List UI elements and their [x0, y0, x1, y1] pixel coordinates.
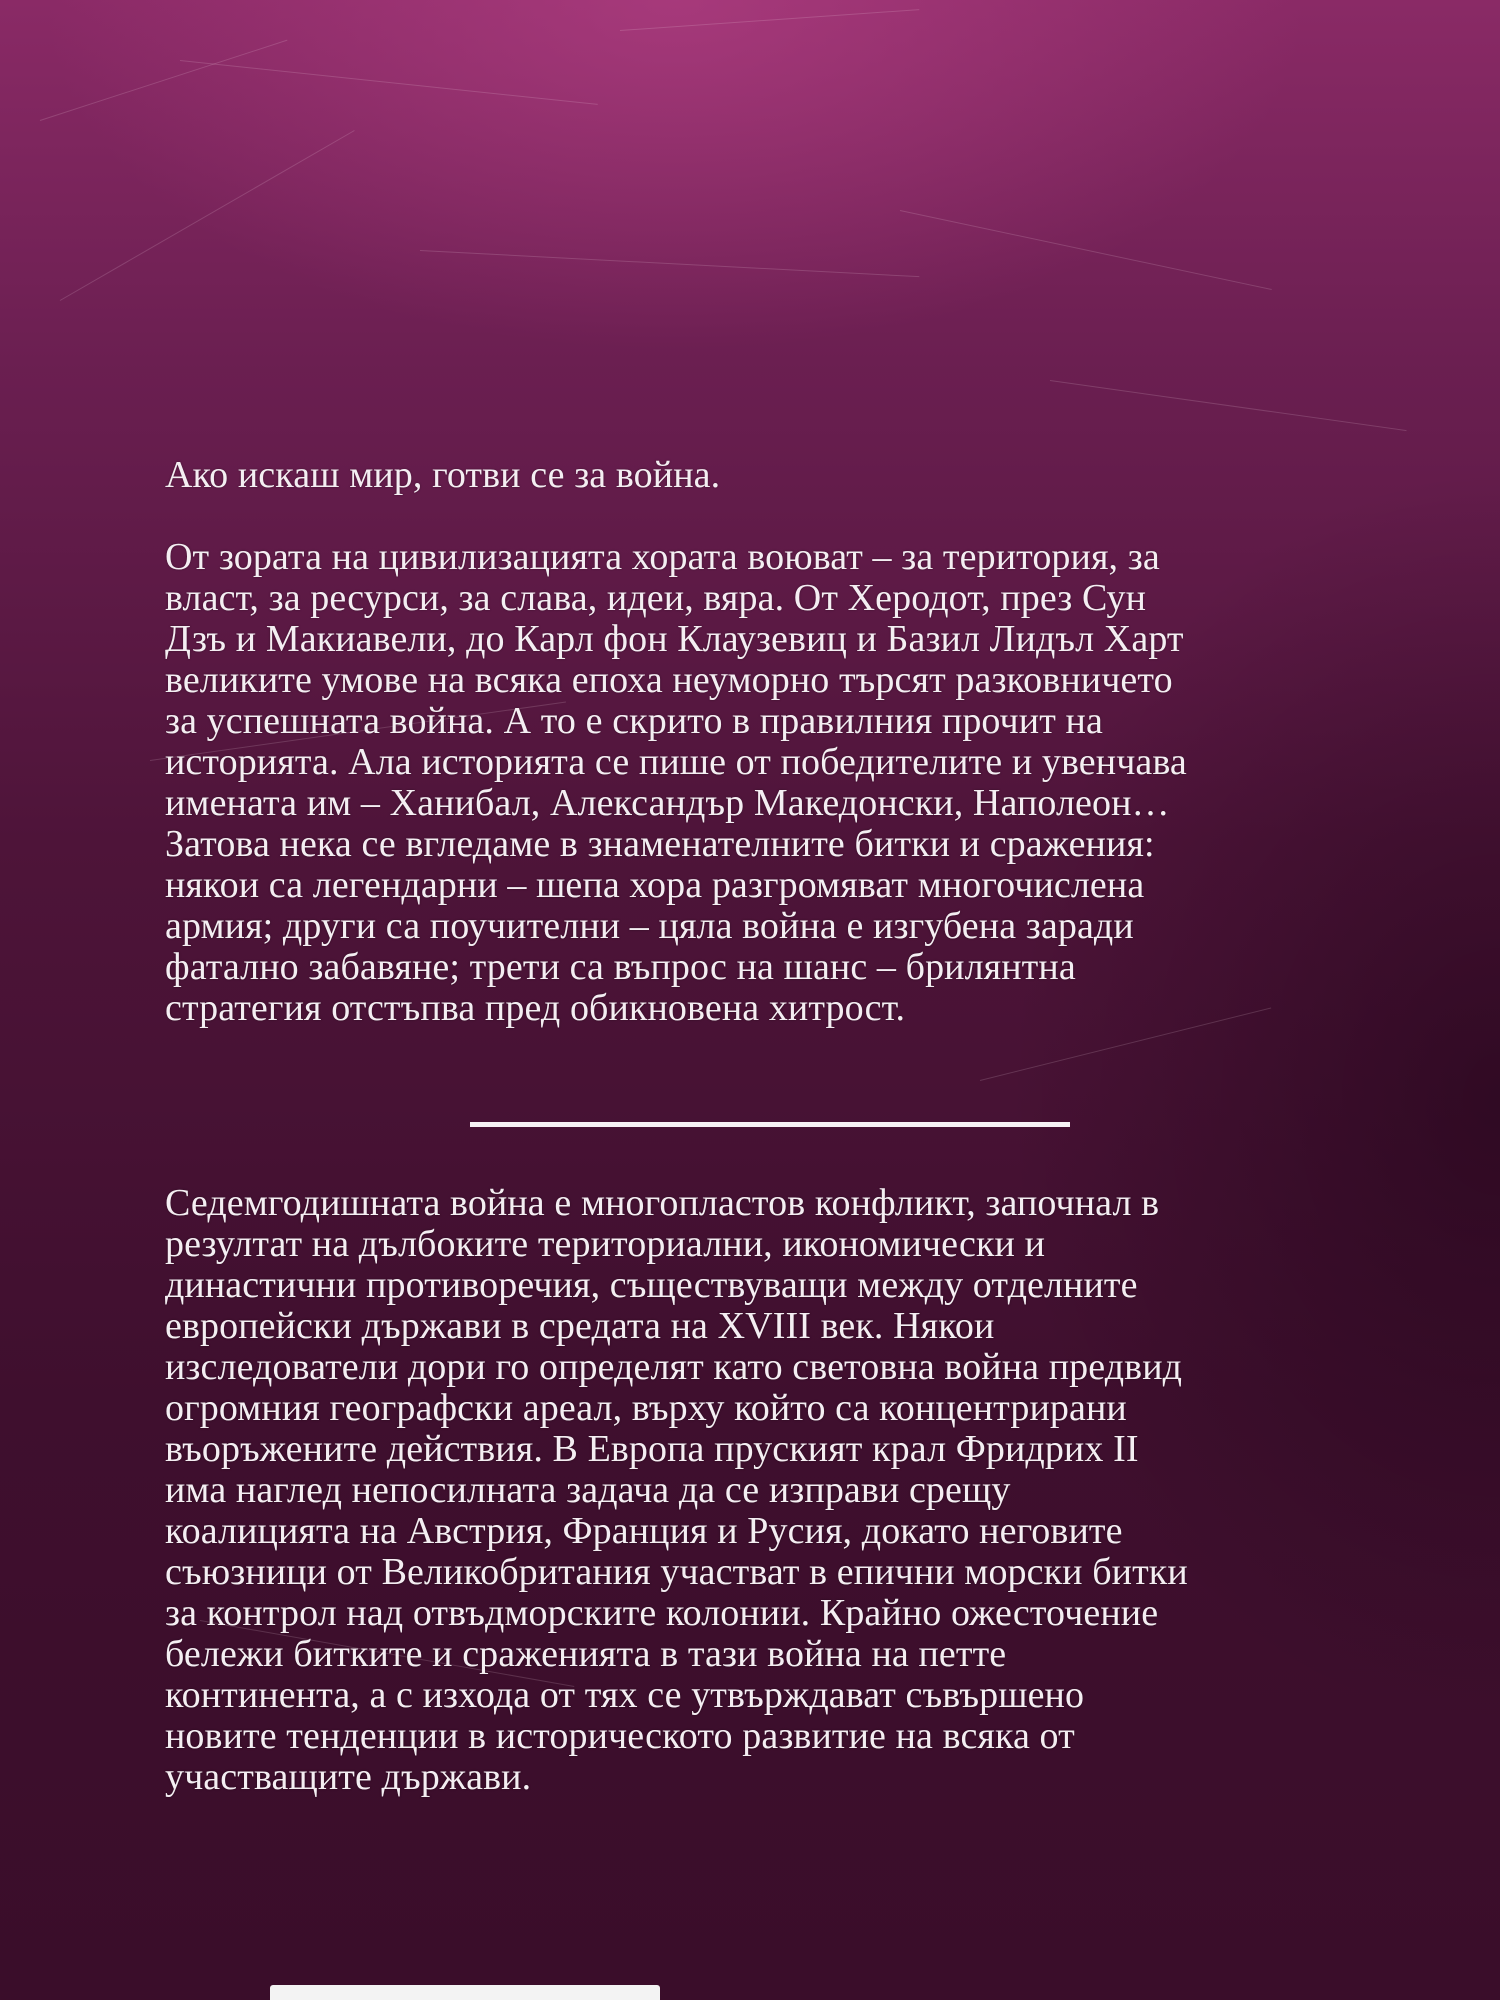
- text-line: резултат на дълбоките териториални, икономически и: [165, 1223, 1046, 1265]
- text-line: имената им – Ханибал, Александър Македонски, Наполеон…: [165, 782, 1170, 824]
- text-line: коалицията на Австрия, Франция и Русия, докато неговите: [165, 1510, 1123, 1552]
- text-line: има наглед непосилната задача да се изправи срещу: [165, 1469, 1011, 1511]
- cover-scratch: [620, 9, 919, 31]
- cover-scratch: [60, 130, 355, 301]
- text-line: огромния географски ареал, върху който са концентрирани: [165, 1387, 1127, 1429]
- text-line: стратегия отстъпва пред обикновена хитрост.: [165, 987, 906, 1029]
- barcode-label-edge: [270, 1985, 660, 2000]
- text-line: бележи битките и сраженията в тази война на петте: [165, 1633, 1007, 1675]
- paragraph-seven-years-war: [165, 1183, 1405, 1798]
- back-cover-text: [165, 455, 1405, 1029]
- text-line: въоръжените действия. В Европа пруският крал Фридрих II: [165, 1428, 1139, 1470]
- epigraph: Ако искаш мир, готви се за война.: [165, 454, 721, 496]
- paragraph-intro: [165, 537, 1405, 1029]
- cover-scratch: [420, 250, 919, 277]
- text-line: династични противоречия, съществуващи между отделните: [165, 1264, 1138, 1306]
- text-line: Затова нека се вгледаме в знаменателните битки и сражения:: [165, 823, 1155, 865]
- section-divider: [470, 1122, 1070, 1127]
- text-line: участващите държави.: [165, 1756, 532, 1798]
- text-line: изследователи дори го определят като световна война предвид: [165, 1346, 1183, 1388]
- cover-scratch: [900, 210, 1272, 290]
- text-line: великите умове на всяка епоха неуморно търсят разковничето: [165, 659, 1173, 701]
- text-line: фатално забавяне; трети са въпрос на шанс – брилянтна: [165, 946, 1076, 988]
- text-line: за успешната война. А то е скрито в правилния прочит на: [165, 700, 1103, 742]
- text-line: европейски държави в средата на XVIII век. Някои: [165, 1305, 995, 1347]
- cover-scratch: [40, 40, 288, 121]
- text-line: някои са легендарни – шепа хора разгромяват многочислена: [165, 864, 1145, 906]
- cover-scratch: [180, 60, 598, 105]
- text-line: историята. Ала историята се пише от победителите и увенчава: [165, 741, 1187, 783]
- text-line: континента, а с изхода от тях се утвърждават съвършено: [165, 1674, 1085, 1716]
- text-line: власт, за ресурси, за слава, идеи, вяра. От Херодот, през Сун: [165, 577, 1147, 619]
- text-line: съюзници от Великобритания участват в епични морски битки: [165, 1551, 1188, 1593]
- text-line: новите тенденции в историческото развитие на всяка от: [165, 1715, 1075, 1757]
- text-line: за контрол над отвъдморските колонии. Крайно ожесточение: [165, 1592, 1159, 1634]
- text-line: От зората на цивилизацията хората воюват – за територия, за: [165, 536, 1160, 578]
- text-line: Седемгодишната война е многопластов конфликт, започнал в: [165, 1182, 1160, 1224]
- text-line: Дзъ и Макиавели, до Карл фон Клаузевиц и Базил Лидъл Харт: [165, 618, 1184, 660]
- cover-scratch: [1050, 380, 1407, 431]
- text-line: армия; други са поучителни – цяла война е изгубена заради: [165, 905, 1134, 947]
